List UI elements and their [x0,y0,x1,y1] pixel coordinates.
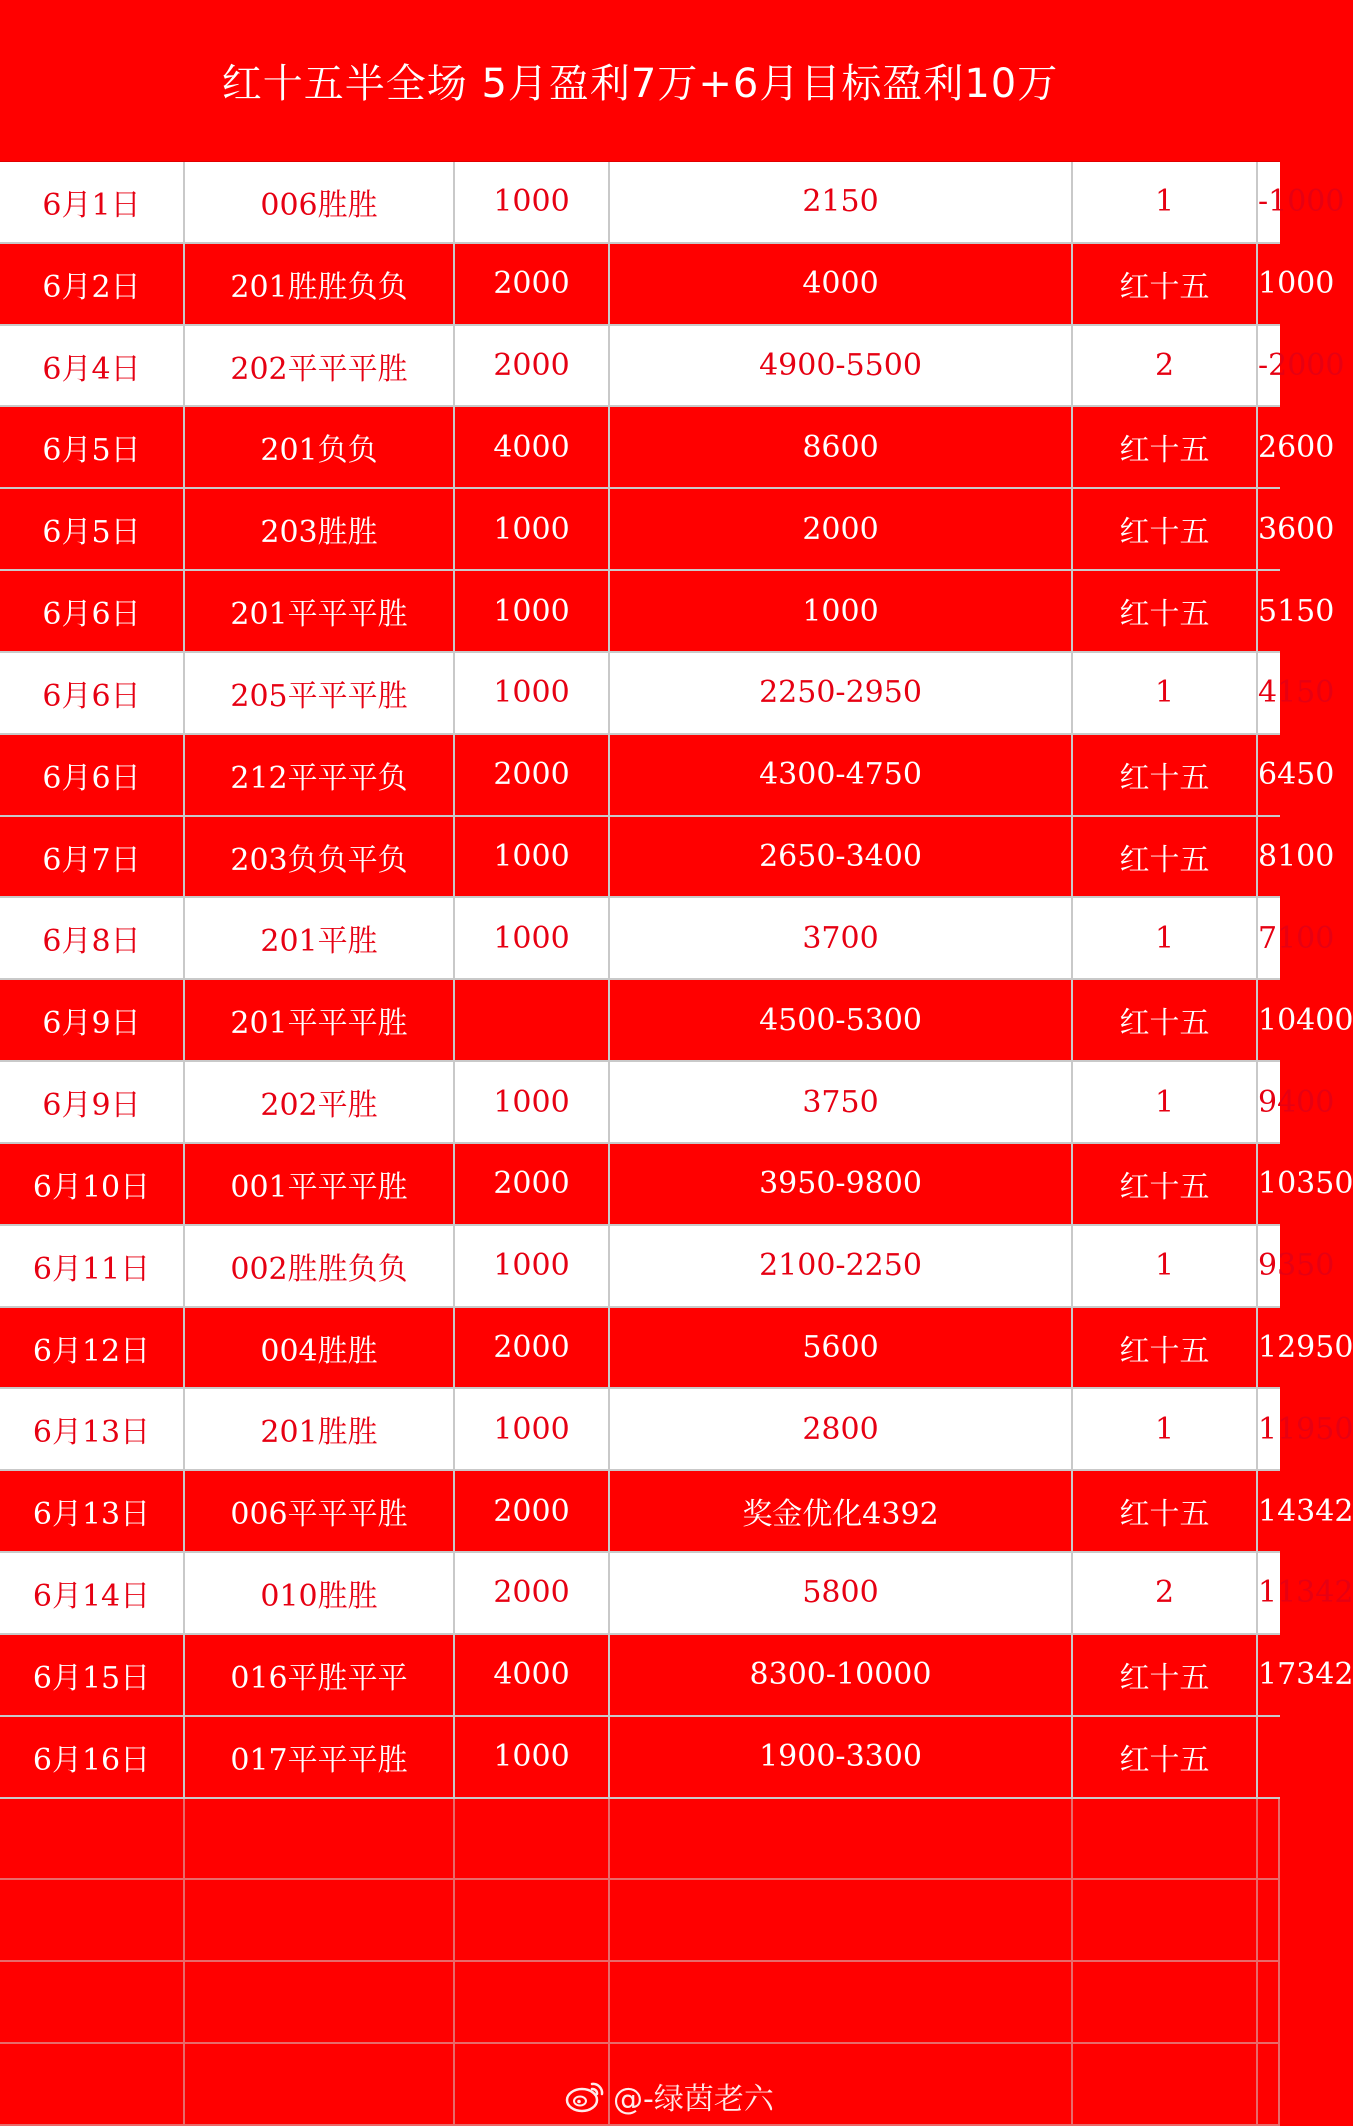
cell-date: 6月14日 [0,1553,185,1633]
cell-payout: 奖金优化4392 [610,1471,1073,1551]
table-row [0,980,1353,1062]
page-title: 红十五半全场 5月盈利7万+6月目标盈利10万 [0,0,1280,162]
cell-result [1073,1799,1258,1879]
cell-result: 红十五 [1073,1717,1258,1797]
cell-cumulative: -2000 [1258,348,1345,384]
cell-cumulative: 5150 [1258,593,1335,629]
cell-date: 6月6日 [0,653,185,733]
cell-stake [455,980,610,1060]
table-row [0,162,1345,244]
table-row [0,571,1335,653]
watermark [565,2076,774,2116]
cell-stake: 1000 [455,162,610,242]
cell-payout: 2800 [610,1389,1073,1469]
table-row [0,326,1345,408]
cell-date: 6月1日 [0,162,185,242]
cell-bet [185,2044,455,2124]
cell-date [0,2044,185,2124]
cell-stake: 4000 [455,1635,610,1715]
cell-stake: 2000 [455,1144,610,1224]
cell-bet: 203胜胜 [185,489,455,569]
cell-bet: 004胜胜 [185,1308,455,1388]
cell-payout: 4900-5500 [610,326,1073,406]
cell-cumulative: 11950 [1258,1411,1353,1447]
cell-stake: 1000 [455,1389,610,1469]
table-row [0,1962,1280,2044]
table-row [0,407,1335,489]
cell-payout [610,1962,1073,2042]
cell-cumulative [1258,1962,1280,2042]
cell-payout [610,1799,1073,1879]
cell-result: 红十五 [1073,1144,1258,1224]
cell-date: 6月6日 [0,571,185,651]
table-row [0,244,1335,326]
cell-result: 红十五 [1073,735,1258,815]
cell-cumulative: -1000 [1258,184,1345,220]
cell-cumulative: 6450 [1258,757,1335,793]
table-row [0,1717,1280,1799]
cell-stake [455,1880,610,1960]
cell-cumulative: 10400 [1258,1002,1353,1038]
cell-bet: 002胜胜负负 [185,1226,455,1306]
cell-cumulative [1258,1880,1280,1960]
cell-result: 红十五 [1073,244,1258,324]
cell-bet: 016平胜平平 [185,1635,455,1715]
cell-cumulative [1258,1799,1280,1879]
table-row [0,1553,1353,1635]
cell-cumulative: 2600 [1258,429,1335,465]
cell-payout: 1900-3300 [610,1717,1073,1797]
cell-stake: 2000 [455,244,610,324]
cell-cumulative: 9350 [1258,1248,1335,1284]
cell-stake [455,1799,610,1879]
cell-stake: 2000 [455,326,610,406]
cell-payout: 5800 [610,1553,1073,1633]
cell-date: 6月12日 [0,1308,185,1388]
cell-result [1073,1962,1258,2042]
table-row [0,1635,1353,1717]
cell-bet: 212平平平负 [185,735,455,815]
cell-date [0,1880,185,1960]
cell-date [0,1962,185,2042]
cell-cumulative: 12950 [1258,1330,1353,1365]
cell-result: 1 [1073,1389,1258,1469]
cell-date: 6月16日 [0,1717,185,1797]
cell-result: 1 [1073,898,1258,978]
cell-date: 6月2日 [0,244,185,324]
cell-cumulative: 11342 [1258,1575,1353,1611]
cell-payout [610,1880,1073,1960]
cell-date: 6月7日 [0,817,185,897]
cell-stake: 1000 [455,489,610,569]
cell-bet: 010胜胜 [185,1553,455,1633]
table-row [0,898,1335,980]
cell-result: 1 [1073,1226,1258,1306]
cell-bet: 006胜胜 [185,162,455,242]
cell-bet: 201胜胜 [185,1389,455,1469]
cell-bet: 201平胜 [185,898,455,978]
cell-result: 1 [1073,1062,1258,1142]
cell-bet [185,1880,455,1960]
table-row [0,653,1335,735]
cell-cumulative: 8100 [1258,839,1335,875]
cell-stake: 4000 [455,407,610,487]
cell-bet: 201平平平胜 [185,980,455,1060]
cell-bet: 201负负 [185,407,455,487]
cell-payout: 2250-2950 [610,653,1073,733]
cell-bet: 001平平平胜 [185,1144,455,1224]
cell-stake [455,1962,610,2042]
cell-result: 红十五 [1073,489,1258,569]
cell-result: 红十五 [1073,1635,1258,1715]
cell-payout: 3750 [610,1062,1073,1142]
table-row [0,1880,1280,1962]
cell-result: 2 [1073,1553,1258,1633]
cell-bet [185,1799,455,1879]
cell-stake: 2000 [455,1308,610,1388]
cell-result: 红十五 [1073,1308,1258,1388]
table-row [0,1471,1353,1553]
cell-bet: 201平平平胜 [185,571,455,651]
cell-result: 1 [1073,653,1258,733]
cell-cumulative: 1000 [1258,266,1335,302]
cell-bet: 201胜胜负负 [185,244,455,324]
cell-payout: 1000 [610,571,1073,651]
cell-date: 6月10日 [0,1144,185,1224]
cell-date: 6月5日 [0,489,185,569]
cell-date: 6月4日 [0,326,185,406]
cell-bet [185,1962,455,2042]
watermark-text: @-绿茵老六 [613,2082,774,2117]
cell-payout: 3700 [610,898,1073,978]
cell-stake: 1000 [455,1226,610,1306]
cell-result: 红十五 [1073,1471,1258,1551]
cell-bet: 202平平平胜 [185,326,455,406]
cell-date: 6月11日 [0,1226,185,1306]
cell-date: 6月9日 [0,1062,185,1142]
table-row [0,1226,1335,1308]
table-row [0,817,1335,899]
cell-payout: 8600 [610,407,1073,487]
cell-payout: 2100-2250 [610,1226,1073,1306]
cell-stake: 1000 [455,571,610,651]
cell-bet: 017平平平胜 [185,1717,455,1797]
cell-payout: 3950-9800 [610,1144,1073,1224]
cell-result [1073,1880,1258,1960]
table-row [0,489,1335,571]
cell-date: 6月6日 [0,735,185,815]
cell-date: 6月15日 [0,1635,185,1715]
cell-result: 2 [1073,326,1258,406]
cell-payout: 8300-10000 [610,1635,1073,1715]
cell-payout: 2000 [610,489,1073,569]
cell-cumulative: 14342 [1258,1493,1353,1529]
cell-stake: 1000 [455,1062,610,1142]
table-row [0,1308,1353,1390]
cell-date: 6月13日 [0,1471,185,1551]
table-row [0,1799,1280,1881]
cell-date: 6月13日 [0,1389,185,1469]
cell-bet: 203负负平负 [185,817,455,897]
table-row [0,1389,1353,1471]
cell-stake: 1000 [455,817,610,897]
table-row [0,735,1335,817]
results-table [0,162,1353,2126]
cell-payout: 4500-5300 [610,980,1073,1060]
cell-result: 1 [1073,162,1258,242]
cell-date: 6月5日 [0,407,185,487]
cell-stake: 2000 [455,1471,610,1551]
cell-payout: 2150 [610,162,1073,242]
cell-cumulative: 10350 [1258,1166,1353,1202]
cell-cumulative [1258,2044,1280,2124]
cell-payout: 5600 [610,1308,1073,1388]
table-row [0,1062,1335,1144]
cell-result: 红十五 [1073,817,1258,897]
cell-payout: 4300-4750 [610,735,1073,815]
cell-bet: 202平胜 [185,1062,455,1142]
cell-date: 6月9日 [0,980,185,1060]
cell-cumulative [1258,1717,1280,1797]
cell-cumulative: 3600 [1258,511,1335,547]
table-row [0,1144,1353,1226]
cell-stake: 2000 [455,1553,610,1633]
cell-cumulative: 17342 [1258,1657,1353,1693]
cell-result: 红十五 [1073,571,1258,651]
cell-cumulative: 9400 [1258,1084,1335,1120]
cell-payout: 2650-3400 [610,817,1073,897]
cell-bet: 006平平平胜 [185,1471,455,1551]
cell-stake: 1000 [455,898,610,978]
cell-stake: 2000 [455,735,610,815]
cell-cumulative: 7100 [1258,920,1335,956]
cell-payout: 4000 [610,244,1073,324]
weibo-icon [565,2079,605,2113]
cell-date: 6月8日 [0,898,185,978]
cell-result: 红十五 [1073,980,1258,1060]
cell-result [1073,2044,1258,2124]
cell-cumulative: 4150 [1258,675,1335,711]
cell-stake: 1000 [455,1717,610,1797]
cell-stake: 1000 [455,653,610,733]
cell-bet: 205平平平胜 [185,653,455,733]
cell-result: 红十五 [1073,407,1258,487]
cell-date [0,1799,185,1879]
